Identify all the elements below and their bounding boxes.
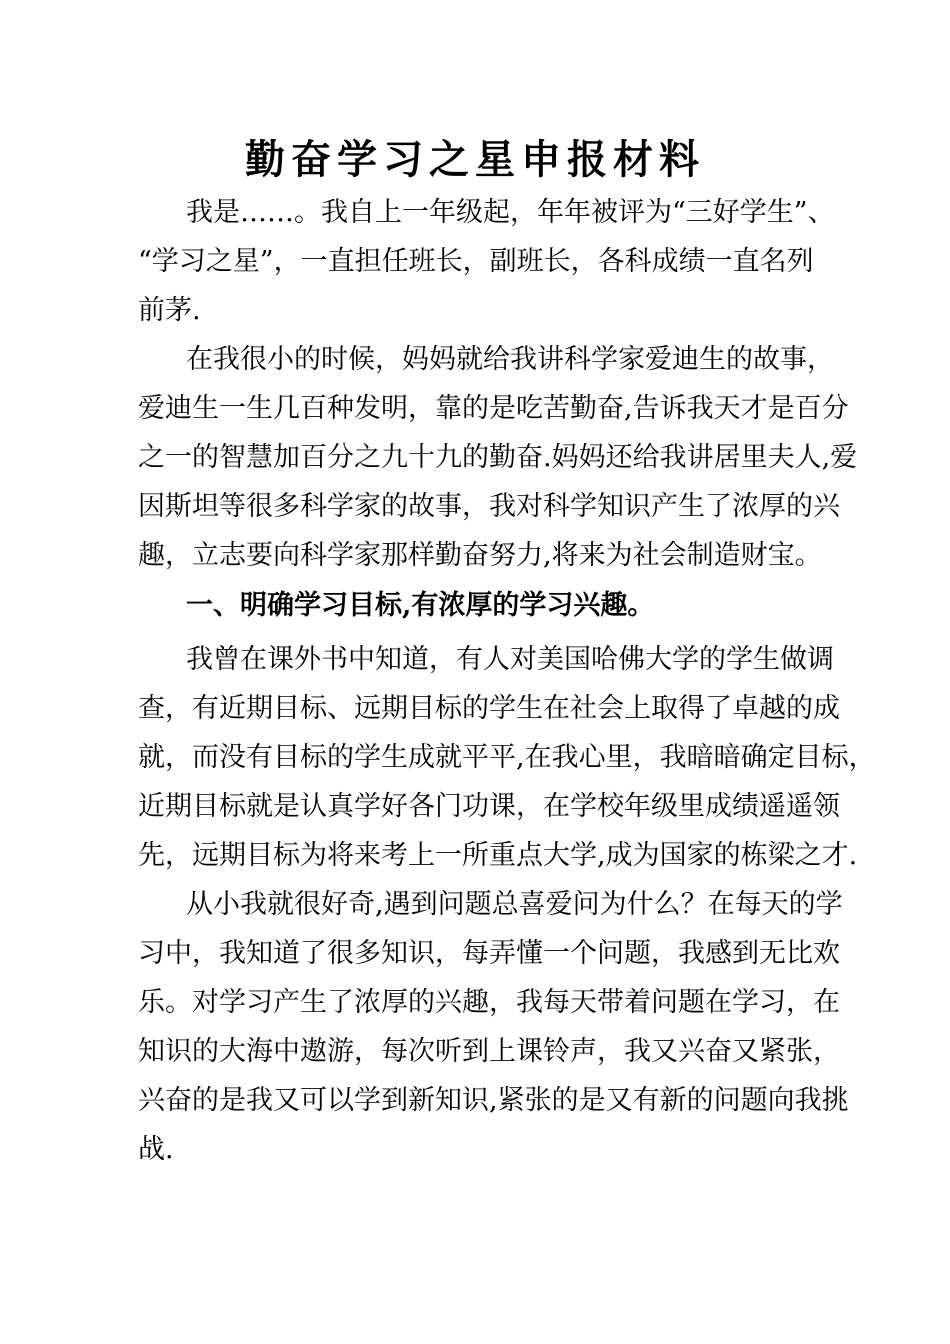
body-line: 战. <box>138 1134 174 1165</box>
body-line: 趣，立志要向科学家那样勤奋努力,将来为社会制造财宝。 <box>138 540 822 571</box>
section-heading: 一、明确学习目标,有浓厚的学习兴趣。 <box>186 590 655 621</box>
body-line: 先，远期目标为将来考上一所重点大学,成为国家的栋梁之才. <box>138 840 858 871</box>
body-line: 爱迪生一生几百种发明，靠的是吃苦勤奋,告诉我天才是百分 <box>138 393 849 424</box>
body-line: 知识的大海中遨游，每次听到上课铃声，我又兴奋又紧张， <box>138 1036 840 1067</box>
body-line: 从小我就很好奇,遇到问题总喜爱问为什么？在每天的学 <box>186 889 843 920</box>
body-line: 就，而没有目标的学生成就平平,在我心里，我暗暗确定目标， <box>138 742 876 773</box>
body-line: 查，有近期目标、远期目标的学生在社会上取得了卓越的成 <box>138 693 840 724</box>
body-line: 在我很小的时候，妈妈就给我讲科学家爱迪生的故事， <box>186 344 834 375</box>
body-line: 我是……。我自上一年级起，年年被评为“三好学生”、 <box>186 197 835 228</box>
body-line: 乐。对学习产生了浓厚的兴趣，我每天带着问题在学习，在 <box>138 987 840 1018</box>
body-line: 前茅. <box>138 295 201 326</box>
body-line: 因斯坦等很多科学家的故事，我对科学知识产生了浓厚的兴 <box>138 491 840 522</box>
body-line: 之一的智慧加百分之九十九的勤奋.妈妈还给我讲居里夫人,爱 <box>138 442 858 473</box>
body-line: 近期目标就是认真学好各门功课，在学校年级里成绩遥遥领 <box>138 791 840 822</box>
body-line: 兴奋的是我又可以学到新知识,紧张的是又有新的问题向我挑 <box>138 1085 849 1116</box>
document-title: 勤奋学习之星申报材料 <box>245 136 705 183</box>
body-line: “学习之星”，一直担任班长，副班长，各科成绩一直名列 <box>138 246 814 277</box>
body-line: 我曾在课外书中知道，有人对美国哈佛大学的学生做调 <box>186 644 834 675</box>
body-line: 习中，我知道了很多知识，每弄懂一个问题，我感到无比欢 <box>138 938 840 969</box>
